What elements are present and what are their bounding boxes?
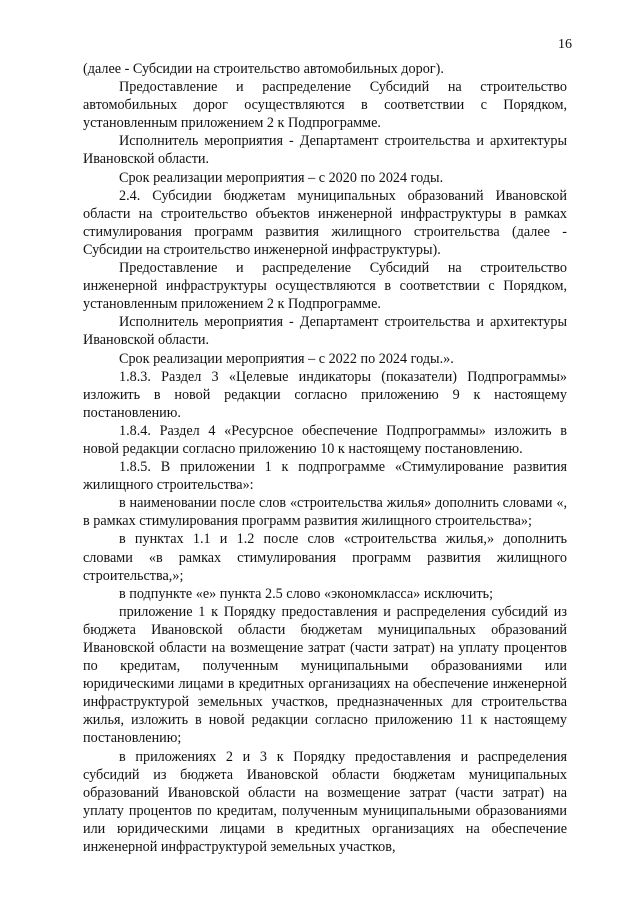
paragraph: Исполнитель мероприятия - Департамент строительства и архитектуры Ивановской области. (83, 314, 567, 349)
paragraph: 1.8.3. Раздел 3 «Целевые индикаторы (показатели) Подпрограммы» изложить в новой редакции согласно приложению 9 к настоящему постановлению. (83, 368, 567, 421)
paragraph-continuation: (далее - Субсидии на строительство автомобильных дорог). (83, 61, 444, 77)
document-body (83, 60, 567, 856)
paragraph: Срок реализации мероприятия – с 2020 по 2024 годы. (119, 169, 444, 186)
paragraph: в наименовании после слов «строительства жилья» дополнить словами «, в рамках стимулирования программ развития жилищного строительства»; (83, 495, 567, 530)
paragraph: Исполнитель мероприятия - Департамент строительства и архитектуры Ивановской области. (83, 133, 567, 168)
paragraph: Срок реализации мероприятия – с 2022 по 2024 годы.». (119, 350, 454, 367)
paragraph: Предоставление и распределение Субсидий на строительство автомобильных дорог осуществляются в соответствии с Порядком, установленным приложением 2 к Подпрограмме. (83, 79, 567, 132)
paragraph: 2.4. Субсидии бюджетам муниципальных образований Ивановской области на строительство объектов инженерной инфраструктуры в рамках стимулирования программ развития жилищного строительства (далее - Субсидии на строительство инженерной инфраструктуры). (83, 187, 567, 258)
paragraph: 1.8.4. Раздел 4 «Ресурсное обеспечение Подпрограммы» изложить в новой редакции согласно приложению 10 к настоящему постановлению. (83, 422, 567, 457)
paragraph: приложение 1 к Порядку предоставления и распределения субсидий из бюджета Ивановской области бюджетам муниципальных образований Ивановской области на возмещение затрат (части затрат) на уплату процентов по кредитам, полученным муниципальными образованиями или юридическими лицами в кредитных организациях на обеспечение инженерной инфраструктурой земельных участков, предназначенных для строительства жилья, изложить в новой редакции согласно приложению 11 к настоящему постановлению; (83, 603, 567, 747)
paragraph: в пунктах 1.1 и 1.2 после слов «строительства жилья,» дополнить словами «в рамках стимулирования программ развития жилищного строительства,»; (83, 531, 567, 584)
paragraph: в подпункте «е» пункта 2.5 слово «экономкласса» исключить; (119, 585, 494, 602)
paragraph: 1.8.5. В приложении 1 к подпрограмме «Стимулирование развития жилищного строительства»: (83, 459, 567, 494)
paragraph: в приложениях 2 и 3 к Порядку предоставления и распределения субсидий из бюджета Ивановской области бюджетам муниципальных образований Ивановской области на возмещение затрат (части затрат) на уплату процентов по кредитам, полученным муниципальными образованиями или юридическими лицами в кредитных организациях на обеспечение инженерной инфраструктурой земельных участков, (83, 748, 567, 856)
page-number: 16 (558, 37, 572, 52)
paragraph: Предоставление и распределение Субсидий на строительство инженерной инфраструктуры осуществляются в соответствии с Порядком, установленным приложением 2 к Подпрограмме. (83, 260, 567, 313)
